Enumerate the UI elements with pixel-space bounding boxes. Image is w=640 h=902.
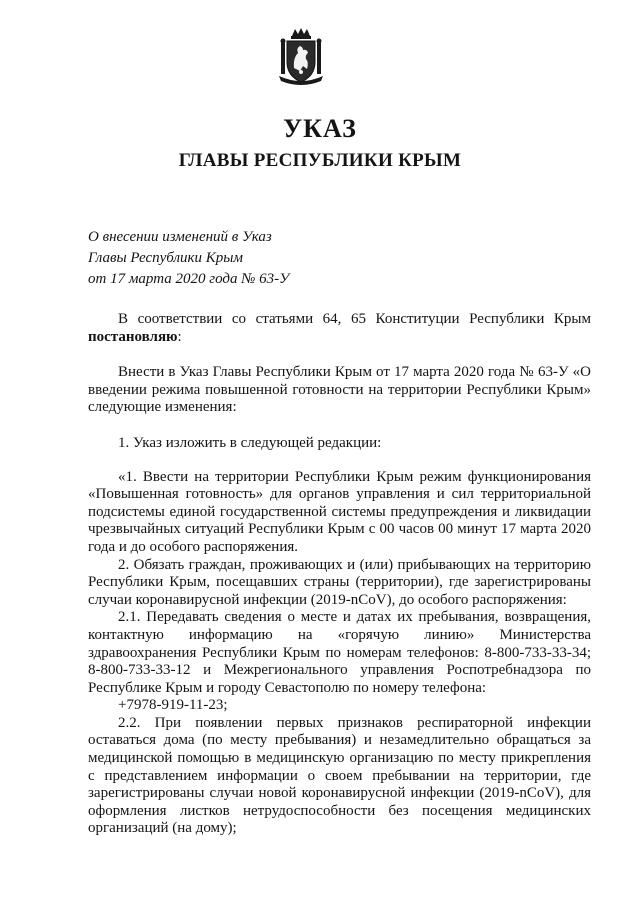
decree-keyword: постановляю xyxy=(88,328,178,345)
clause-2-text: 2. Обязать граждан, проживающих и (или) прибывающих на территорию Республики Крым, посещавших страны (территории), где зарегистрированы случаи коронавирусной инфекции (2019-nCoV), до особого распоряжения: xyxy=(88,556,591,608)
crimea-coat-of-arms-emblem xyxy=(275,26,327,86)
clause-1-heading: 1. Указ изложить в следующей редакции: xyxy=(118,434,382,451)
subject-line: О внесении изменений в Указ xyxy=(88,229,272,245)
clause-1-text: «1. Ввести на территории Республики Крым режим функционирования «Повышенная готовность» для органов управления и сил территориальной подсистемы единой государственной системы предупреждения и ликвидации чрезвычайных ситуаций Республики Крым с 00 часов 00 минут 17 марта 2020 года и до особого распоряжения. xyxy=(88,468,591,555)
decree-subject xyxy=(88,227,289,290)
document-title: УКАЗ xyxy=(283,114,357,143)
clause-2-1-phone: +7978-919-11-23; xyxy=(118,697,228,714)
document-subtitle: ГЛАВЫ РЕСПУБЛИКИ КРЫМ xyxy=(178,150,462,171)
subject-line: Главы Республики Крым xyxy=(88,250,243,266)
subject-line: от 17 марта 2020 года № 63-У xyxy=(88,271,290,287)
clause-2-2-text: 2.2. При появлении первых признаков респираторной инфекции оставаться дома (по месту пребывания) и незамедлительно обращаться за медицинской помощью в медицинскую организацию по месту прикрепления с представлением информации о своем пребывании на территории, где зарегистрированы случаи новой коронавирусной инфекции (2019-nCoV), для оформления листков нетрудоспособности без посещения медицинских организаций (на дому); xyxy=(88,714,591,837)
amendment-paragraph: Внести в Указ Главы Республики Крым от 17 марта 2020 года № 63-У «О введении режима повышенной готовности на территории Республики Крым» следующие изменения: xyxy=(88,364,591,416)
decree-body xyxy=(88,311,591,838)
preamble-paragraph: В соответствии со статьями 64, 65 Конституции Республики Крым постановляю: xyxy=(88,311,591,345)
clause-2-1-text: 2.1. Передавать сведения о месте и датах их пребывания, возвращения, контактную информацию на «горячую линию» Министерства здравоохранения Республики Крым по номерам телефонов: 8-800-733-33-34; 8-800-733-33-12 и Межрегионального управления Роспотребнадзора по Республике Крым и городу Севастополю по номеру телефона: xyxy=(88,609,591,696)
